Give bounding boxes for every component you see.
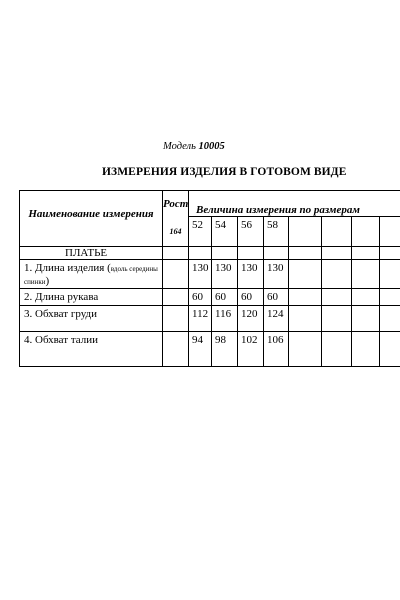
empty-cell	[322, 247, 352, 260]
empty-cell	[322, 306, 352, 332]
empty-cell	[289, 217, 322, 247]
measure-value: 112	[189, 306, 212, 332]
empty-cell	[380, 260, 400, 289]
empty-cell	[163, 247, 189, 260]
size-header: 56	[238, 217, 264, 247]
header-row-top	[20, 191, 400, 217]
measure-name: 4. Обхват талии	[20, 332, 163, 367]
measure-value: 60	[189, 289, 212, 306]
measure-value: 102	[238, 332, 264, 367]
empty-cell	[322, 217, 352, 247]
measure-value: 98	[212, 332, 238, 367]
empty-cell	[352, 217, 380, 247]
table-row	[20, 332, 400, 367]
measure-value: 130	[264, 260, 289, 289]
empty-cell	[352, 306, 380, 332]
empty-cell	[380, 289, 400, 306]
empty-cell	[289, 332, 322, 367]
header-name: Наименование измерения	[20, 191, 163, 247]
measure-value: 124	[264, 306, 289, 332]
page-title: ИЗМЕРЕНИЯ ИЗДЕЛИЯ В ГОТОВОМ ВИДЕ	[102, 166, 347, 178]
header-height-label: Рост	[163, 198, 189, 210]
measure-value: 60	[264, 289, 289, 306]
empty-cell	[380, 332, 400, 367]
measure-name-end: )	[45, 275, 50, 287]
empty-cell	[380, 306, 400, 332]
header-height-value: 164	[169, 227, 182, 236]
empty-cell	[352, 332, 380, 367]
size-header: 54	[212, 217, 238, 247]
section-row	[20, 247, 400, 260]
model-label: Модель	[163, 141, 196, 152]
table-row	[20, 306, 400, 332]
table-row	[20, 289, 400, 306]
measure-value: 116	[212, 306, 238, 332]
empty-cell	[212, 247, 238, 260]
empty-cell	[352, 260, 380, 289]
empty-cell	[289, 289, 322, 306]
measure-name: 2. Длина рукава	[20, 289, 163, 306]
measure-name-main: 1. Длина изделия (	[24, 262, 111, 274]
measure-name	[20, 260, 163, 289]
empty-cell	[163, 332, 189, 367]
empty-cell	[163, 260, 189, 289]
empty-cell	[289, 260, 322, 289]
model-caption	[163, 141, 225, 152]
empty-cell	[264, 247, 289, 260]
section-label: ПЛАТЬЕ	[20, 247, 163, 260]
measure-name-note: вдоль середины спинки	[24, 265, 158, 286]
header-height	[163, 191, 189, 247]
empty-cell	[352, 289, 380, 306]
empty-cell	[289, 306, 322, 332]
empty-cell	[189, 247, 212, 260]
empty-cell	[352, 247, 380, 260]
measure-value: 60	[238, 289, 264, 306]
measure-value: 106	[264, 332, 289, 367]
model-number: 10005	[198, 141, 225, 152]
empty-cell	[380, 247, 400, 260]
measure-value: 130	[238, 260, 264, 289]
size-header: 58	[264, 217, 289, 247]
empty-cell	[380, 217, 400, 247]
empty-cell	[322, 332, 352, 367]
empty-cell	[238, 247, 264, 260]
empty-cell	[322, 260, 352, 289]
empty-cell	[289, 247, 322, 260]
header-range: Величина измерения по размерам	[189, 191, 400, 217]
measure-value: 94	[189, 332, 212, 367]
measure-name: 3. Обхват груди	[20, 306, 163, 332]
measure-value: 130	[189, 260, 212, 289]
measure-value: 130	[212, 260, 238, 289]
size-header: 52	[189, 217, 212, 247]
empty-cell	[322, 289, 352, 306]
empty-cell	[163, 289, 189, 306]
measure-value: 60	[212, 289, 238, 306]
measurements-table	[19, 190, 400, 367]
measure-value: 120	[238, 306, 264, 332]
empty-cell	[163, 306, 189, 332]
table-row	[20, 260, 400, 289]
